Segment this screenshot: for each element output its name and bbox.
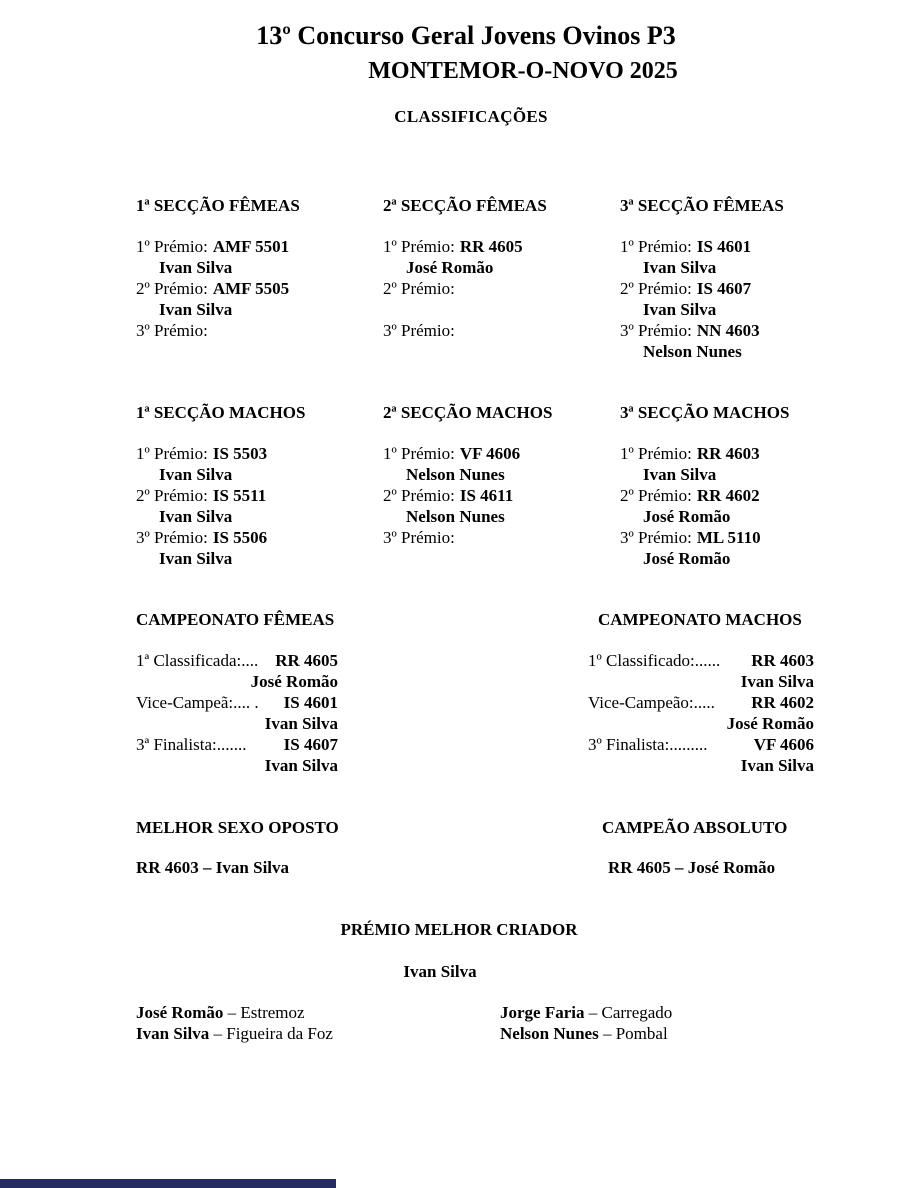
prize-label: 1º Prémio:	[136, 237, 208, 256]
section-header: 3ª SECÇÃO FÊMEAS	[620, 196, 784, 215]
prize-label: 2º Prémio:	[383, 279, 455, 298]
animal-code: VF 4606	[459, 444, 521, 463]
prize-label: 1º Prémio:	[620, 237, 692, 256]
rank-line	[588, 692, 814, 713]
section-2-machos	[383, 402, 629, 569]
rank-line	[136, 692, 338, 713]
prize-line	[136, 443, 382, 464]
animal-code: VF 4606	[753, 735, 814, 754]
rank-label: 1ª Classificada:....	[136, 651, 259, 670]
animal-code: IS 5503	[212, 444, 268, 463]
breeder-item	[500, 1023, 672, 1044]
animal-code: RR 4603	[696, 444, 760, 463]
owner-line: Ivan Silva	[643, 300, 717, 319]
owner-line: Ivan Silva	[159, 258, 233, 277]
section-header: 3ª SECÇÃO MACHOS	[620, 403, 790, 422]
owner-line: Ivan Silva	[159, 300, 233, 319]
owner-line: José Romão	[643, 507, 731, 526]
animal-code: RR 4602	[696, 486, 760, 505]
prize-label: 2º Prémio:	[136, 279, 208, 298]
owner-line: Ivan Silva	[643, 258, 717, 277]
rank-label: 3ª Finalista:.......	[136, 735, 247, 754]
animal-code: AMF 5505	[212, 279, 290, 298]
prize-line	[620, 320, 866, 341]
document-subtitle: MONTEMOR-O-NOVO 2025	[368, 58, 678, 84]
prize-line	[136, 236, 382, 257]
prize-line	[383, 278, 629, 299]
owner-line: Ivan Silva	[159, 549, 233, 568]
absolute-champion-header: CAMPEÃO ABSOLUTO	[602, 818, 788, 837]
breeder-name: Jorge Faria	[500, 1003, 585, 1022]
section-3-femeas	[620, 195, 866, 362]
rank-label: 3º Finalista:.........	[588, 735, 708, 754]
rank-label: Vice-Campeão:.....	[588, 693, 715, 712]
section-2-femeas	[383, 195, 629, 362]
owner-line: Ivan Silva	[740, 672, 814, 691]
breeder-item	[136, 1002, 333, 1023]
rank-line	[136, 734, 338, 755]
prize-label: 1º Prémio:	[383, 444, 455, 463]
prize-label: 3º Prémio:	[136, 528, 208, 547]
owner-line: Ivan Silva	[264, 756, 338, 775]
championship-femeas	[136, 609, 338, 776]
best-breeder-header: PRÉMIO MELHOR CRIADOR	[340, 920, 578, 939]
breeder-name: Nelson Nunes	[500, 1024, 599, 1043]
owner-line: Nelson Nunes	[643, 342, 742, 361]
breeder-name: Ivan Silva	[136, 1024, 210, 1043]
animal-code: RR 4605	[275, 651, 338, 670]
section-1-machos	[136, 402, 382, 569]
prize-line	[620, 236, 866, 257]
owner-line: Ivan Silva	[159, 465, 233, 484]
owner-line: Ivan Silva	[159, 507, 233, 526]
championship-header: CAMPEONATO FÊMEAS	[136, 610, 335, 629]
loading-bar	[0, 1179, 336, 1188]
section-1-femeas	[136, 195, 382, 362]
owner-line: Ivan Silva	[643, 465, 717, 484]
breeder-item	[500, 1002, 672, 1023]
section-header: 2ª SECÇÃO FÊMEAS	[383, 196, 547, 215]
prize-line	[383, 527, 629, 548]
best-opposite-sex-header: MELHOR SEXO OPOSTO	[136, 818, 339, 837]
prize-label: 2º Prémio:	[136, 486, 208, 505]
rank-label: 1º Classificado:......	[588, 651, 721, 670]
prize-label: 3º Prémio:	[620, 321, 692, 340]
breeder-name: José Romão	[136, 1003, 224, 1022]
animal-code: IS 5511	[212, 486, 267, 505]
prize-label: 3º Prémio:	[383, 528, 455, 547]
prize-line	[620, 527, 866, 548]
prize-line	[136, 278, 382, 299]
prize-line	[620, 443, 866, 464]
breeder-list-left	[136, 1002, 333, 1044]
best-breeder-winner: Ivan Silva	[403, 962, 477, 981]
prize-line	[383, 485, 629, 506]
prize-label: 1º Prémio:	[136, 444, 208, 463]
owner-line	[383, 341, 629, 362]
prize-line	[136, 485, 382, 506]
owner-line: Nelson Nunes	[406, 507, 505, 526]
absolute-champion-value: RR 4605 – José Romão	[608, 858, 776, 877]
breeder-location: – Carregado	[584, 1003, 673, 1022]
rank-line	[588, 650, 814, 671]
animal-code: RR 4602	[751, 693, 814, 712]
breeder-location: – Figueira da Foz	[209, 1024, 333, 1043]
section-3-machos	[620, 402, 866, 569]
prize-label: 2º Prémio:	[620, 279, 692, 298]
prize-label: 2º Prémio:	[383, 486, 455, 505]
prize-line	[383, 443, 629, 464]
animal-code: IS 4601	[283, 693, 338, 712]
championship-header: CAMPEONATO MACHOS	[598, 610, 802, 629]
animal-code: ML 5110	[696, 528, 761, 547]
section-header: 2ª SECÇÃO MACHOS	[383, 403, 553, 422]
championship-machos	[588, 609, 814, 776]
rank-line	[136, 650, 338, 671]
prize-label: 3º Prémio:	[620, 528, 692, 547]
best-opposite-sex-value: RR 4603 – Ivan Silva	[136, 858, 290, 877]
owner-line: Ivan Silva	[264, 714, 338, 733]
owner-line	[383, 299, 629, 320]
section-header: 1ª SECÇÃO MACHOS	[136, 403, 306, 422]
section-header: 1ª SECÇÃO FÊMEAS	[136, 196, 300, 215]
rank-line	[588, 734, 814, 755]
owner-line	[136, 341, 382, 362]
prize-label: 3º Prémio:	[136, 321, 208, 340]
rank-label: Vice-Campeã:.... .	[136, 693, 259, 712]
prize-label: 3º Prémio:	[383, 321, 455, 340]
breeder-location: – Pombal	[598, 1024, 668, 1043]
animal-code: IS 4601	[696, 237, 752, 256]
prize-label: 1º Prémio:	[383, 237, 455, 256]
owner-line: José Romão	[643, 549, 731, 568]
prize-line	[620, 485, 866, 506]
breeder-list-right	[500, 1002, 672, 1044]
animal-code: RR 4603	[751, 651, 814, 670]
owner-line	[383, 548, 629, 569]
owner-line: Nelson Nunes	[406, 465, 505, 484]
owner-line: José Romão	[250, 672, 338, 691]
owner-line: Ivan Silva	[740, 756, 814, 775]
prize-label: 2º Prémio:	[620, 486, 692, 505]
animal-code: RR 4605	[459, 237, 523, 256]
prize-line	[383, 236, 629, 257]
animal-code: AMF 5501	[212, 237, 290, 256]
owner-line: José Romão	[726, 714, 814, 733]
classifications-heading: CLASSIFICAÇÕES	[394, 107, 548, 126]
animal-code: IS 4607	[696, 279, 752, 298]
owner-line: José Romão	[406, 258, 494, 277]
animal-code: IS 4611	[459, 486, 514, 505]
prize-line	[620, 278, 866, 299]
animal-code: IS 5506	[212, 528, 268, 547]
animal-code: NN 4603	[696, 321, 760, 340]
prize-line	[136, 320, 382, 341]
animal-code: IS 4607	[283, 735, 338, 754]
document-title: 13º Concurso Geral Jovens Ovinos P3	[256, 21, 676, 50]
prize-line	[136, 527, 382, 548]
prize-line	[383, 320, 629, 341]
breeder-location: – Estremoz	[223, 1003, 305, 1022]
breeder-item	[136, 1023, 333, 1044]
prize-label: 1º Prémio:	[620, 444, 692, 463]
